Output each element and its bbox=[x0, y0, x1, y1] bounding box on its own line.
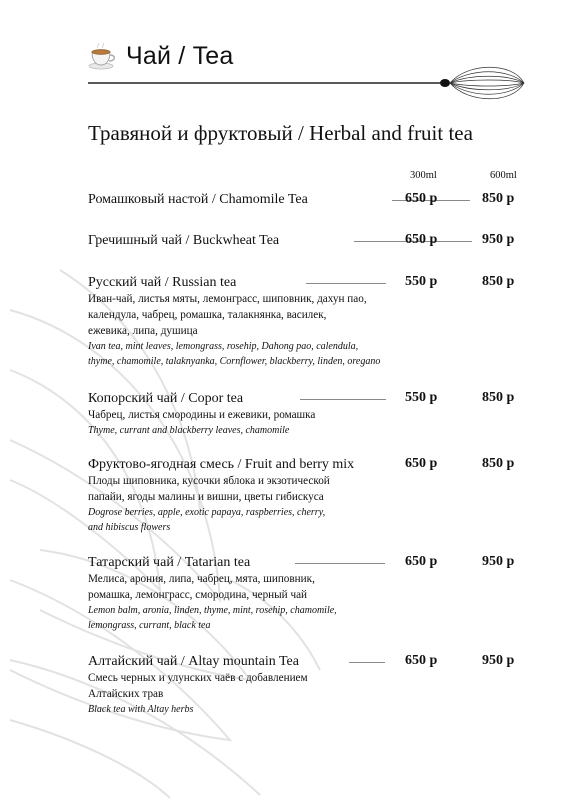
description-ru-line: папайи, ягоды малины и вишни, цветы гибискуса bbox=[88, 491, 324, 503]
menu-item-name: Ромашковый настой / Chamomile Tea bbox=[88, 192, 308, 207]
price-300ml: 650 р bbox=[405, 232, 438, 247]
menu-item bbox=[88, 273, 528, 369]
leader-line bbox=[306, 283, 386, 284]
leader-line bbox=[295, 563, 385, 564]
description-en-line: Thyme, currant and blackberry leaves, chamomile bbox=[88, 425, 290, 436]
description-ru-line: Плоды шиповника, кусочки яблока и экзотической bbox=[88, 475, 330, 487]
description-en-line: Lemon balm, aronia, linden, thyme, mint, rosehip, chamomile, bbox=[88, 605, 337, 616]
menu-item-name: Гречишный чай / Buckwheat Tea bbox=[88, 233, 280, 248]
price-300ml: 650 р bbox=[405, 456, 438, 471]
description-en-line: lemongrass, currant, black tea bbox=[88, 620, 211, 631]
price-300ml: 650 р bbox=[405, 191, 438, 206]
description-ru-line: Смесь черных и улунских чаёв с добавлением bbox=[88, 672, 308, 684]
menu-item bbox=[88, 389, 528, 438]
section-title: Травяной и фруктовый / Herbal and fruit tea bbox=[88, 121, 473, 145]
menu-item-header bbox=[88, 190, 528, 208]
menu-item-header bbox=[88, 455, 528, 473]
price-600ml: 850 р bbox=[482, 456, 515, 471]
column-header-600ml: 600ml bbox=[490, 170, 517, 181]
price-300ml: 550 р bbox=[405, 390, 438, 405]
description-en-line: Ivan tea, mint leaves, lemongrass, rosehip, Dahong pao, calendula, bbox=[88, 341, 359, 352]
menu-item-name: Фруктово-ягодная смесь / Fruit and berry mix bbox=[88, 457, 355, 472]
menu-item-name: Алтайский чай / Altay mountain Tea bbox=[88, 654, 299, 669]
menu-item bbox=[88, 231, 528, 249]
description-ru-line: Иван-чай, листья мяты, лемонграсс, шиповник, дахун пао, bbox=[88, 293, 367, 305]
whisk-ornament-icon bbox=[88, 60, 528, 100]
menu-item-header bbox=[88, 231, 528, 249]
description-en-line: thyme, chamomile, talaknyanka, Cornflower, blackberry, linden, oregano bbox=[88, 356, 381, 367]
price-600ml: 950 р bbox=[482, 554, 515, 569]
menu-item-name: Татарский чай / Tatarian tea bbox=[88, 555, 251, 570]
menu-item-header bbox=[88, 273, 528, 291]
menu-item-description bbox=[88, 670, 393, 717]
price-600ml: 850 р bbox=[482, 274, 515, 289]
price-600ml: 850 р bbox=[482, 390, 515, 405]
price-300ml: 650 р bbox=[405, 554, 438, 569]
description-ru-line: ромашка, лемонграсс, смородина, черный чай bbox=[88, 589, 308, 601]
column-header-300ml: 300ml bbox=[410, 170, 437, 181]
description-en-line: Black tea with Altay herbs bbox=[88, 704, 194, 715]
menu-item-name: Русский чай / Russian tea bbox=[88, 275, 237, 290]
price-600ml: 850 р bbox=[482, 191, 515, 206]
description-ru-line: Чабрец, листья смородины и ежевики, ромашка bbox=[88, 409, 316, 421]
menu-item bbox=[88, 190, 528, 208]
menu-item-header bbox=[88, 652, 528, 670]
menu-item bbox=[88, 553, 528, 633]
menu-item bbox=[88, 455, 528, 535]
menu-item-description bbox=[88, 407, 393, 438]
description-ru-line: Мелиса, арония, липа, чабрец, мята, шиповник, bbox=[88, 573, 315, 585]
description-en-line: and hibiscus flowers bbox=[88, 522, 171, 533]
menu-item-description bbox=[88, 473, 393, 535]
leader-line bbox=[300, 399, 386, 400]
price-300ml: 550 р bbox=[405, 274, 438, 289]
leader-line bbox=[349, 662, 385, 663]
description-ru-line: Алтайских трав bbox=[88, 688, 164, 700]
menu-item-header bbox=[88, 389, 528, 407]
menu-item-name: Копорский чай / Copor tea bbox=[88, 391, 244, 406]
price-300ml: 650 р bbox=[405, 653, 438, 668]
menu-item-description bbox=[88, 291, 393, 369]
menu-item-header bbox=[88, 553, 528, 571]
price-600ml: 950 р bbox=[482, 232, 515, 247]
description-en-line: Dogrose berries, apple, exotic papaya, raspberries, cherry, bbox=[88, 507, 326, 518]
page-title: Чай / Tea bbox=[126, 41, 234, 70]
description-ru-line: ежевика, липа, душица bbox=[88, 325, 198, 337]
menu-item bbox=[88, 652, 528, 717]
description-ru-line: календула, чабрец, ромашка, талакнянка, василек, bbox=[88, 309, 327, 321]
price-600ml: 950 р bbox=[482, 653, 515, 668]
menu-item-description bbox=[88, 571, 393, 633]
